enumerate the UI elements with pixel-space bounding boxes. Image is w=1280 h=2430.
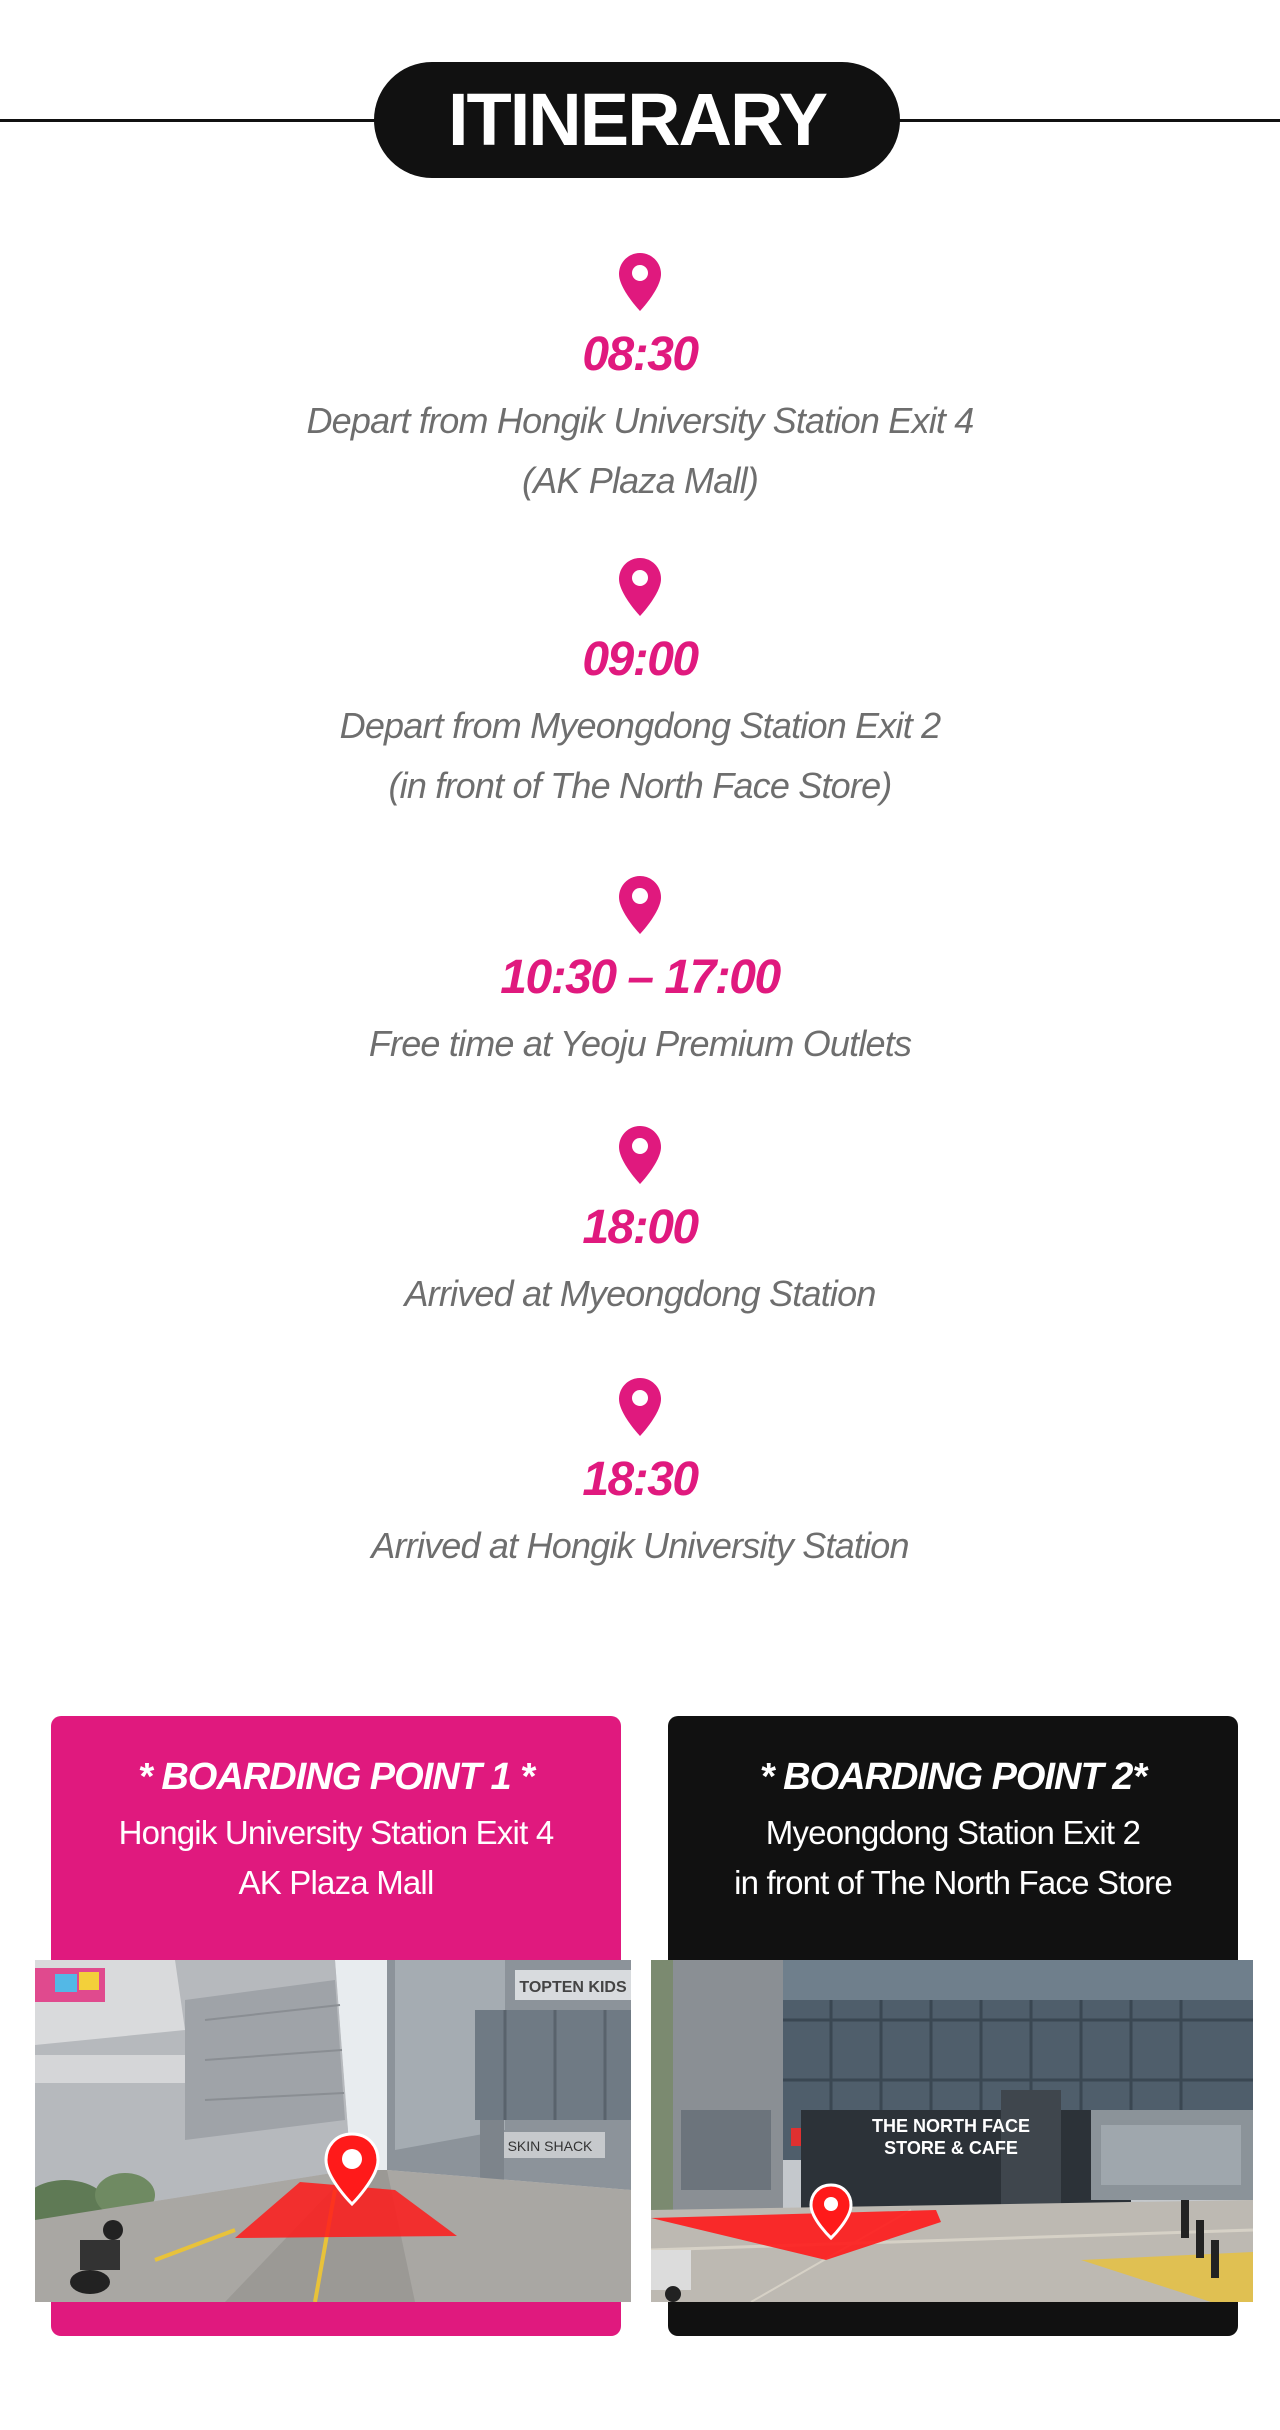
stop-description: Free time at Yeoju Premium Outlets (368, 1023, 912, 1064)
stop-description: Arrived at Hongik University Station (371, 1525, 909, 1566)
itinerary-stop (0, 876, 1280, 1074)
itinerary-stop (0, 253, 1280, 511)
map-pin-icon (619, 1378, 661, 1436)
boarding-point-location: Myeongdong Station Exit 2 (765, 1814, 1141, 1851)
itinerary-stop (0, 1126, 1280, 1324)
stop-description: (AK Plaza Mall) (521, 460, 759, 501)
map-pin-icon (619, 253, 661, 311)
itinerary-stop (0, 1378, 1280, 1576)
boarding-point-1-photo (35, 1960, 631, 2302)
boarding-point-location: Hongik University Station Exit 4 (118, 1814, 554, 1851)
stop-description: Arrived at Myeongdong Station (404, 1273, 876, 1314)
boarding-point-1-heading (51, 1758, 621, 1908)
title-pill (374, 62, 900, 178)
boarding-point-2-photo (651, 1960, 1253, 2302)
stop-time: 10:30 – 17:00 (500, 951, 780, 1004)
photo-store-sign: TOPTEN KIDS (519, 1979, 627, 1996)
map-pin-icon (619, 558, 661, 616)
storefront-photo (651, 1960, 1253, 2302)
boarding-point-landmark: AK Plaza Mall (238, 1864, 434, 1901)
photo-store-sign: THE NORTH FACE (871, 2116, 1031, 2136)
page-title: ITINERARY (447, 78, 827, 161)
stop-description: (in front of The North Face Store) (388, 765, 892, 806)
itinerary-stop (0, 558, 1280, 816)
map-pin-icon (619, 1126, 661, 1184)
boarding-point-title: * BOARDING POINT 1 * (138, 1756, 534, 1798)
boarding-point-2-heading (668, 1758, 1238, 1908)
stop-description: Depart from Myeongdong Station Exit 2 (339, 705, 941, 746)
stop-time: 18:00 (582, 1201, 698, 1254)
boarding-point-landmark: in front of The North Face Store (734, 1864, 1172, 1901)
stop-time: 09:00 (582, 633, 698, 686)
photo-store-sign: STORE & CAFE (884, 2138, 1018, 2158)
itinerary-header (0, 62, 1280, 178)
stop-time: 18:30 (582, 1453, 698, 1506)
map-pin-icon (619, 876, 661, 934)
street-photo (35, 1960, 631, 2302)
stop-time: 08:30 (582, 328, 698, 381)
boarding-point-title: * BOARDING POINT 2* (759, 1756, 1147, 1798)
photo-shop-sign: SKIN SHACK (507, 2138, 593, 2154)
stop-description: Depart from Hongik University Station Exit 4 (306, 400, 974, 441)
